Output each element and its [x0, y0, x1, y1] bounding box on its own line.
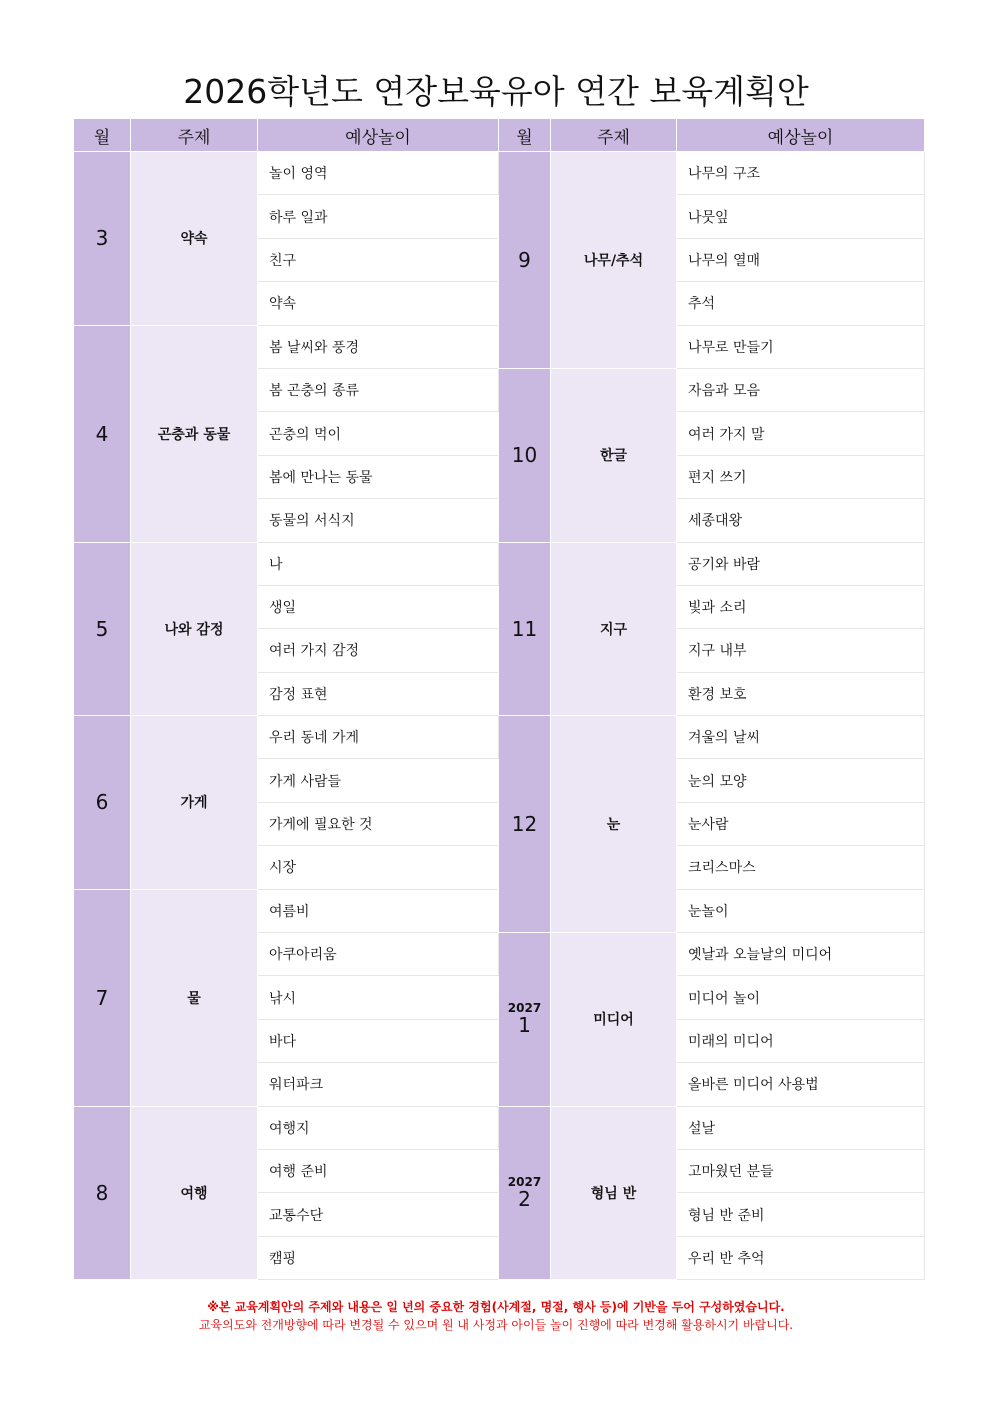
play-item: 동물의 서식지 — [258, 499, 499, 542]
month-cell — [499, 1106, 551, 1280]
table-row — [74, 542, 925, 585]
plan-table — [73, 118, 925, 1280]
play-item: 올바른 미디어 사용법 — [677, 1063, 925, 1106]
month-cell — [74, 716, 131, 890]
plan-table-body — [74, 152, 925, 1280]
table-row — [74, 1106, 925, 1149]
theme-cell: 가게 — [131, 716, 258, 890]
header-play: 예상놀이 — [677, 119, 925, 152]
month-label: 7 — [95, 985, 109, 1010]
play-item: 세종대왕 — [677, 499, 925, 542]
month-cell — [499, 152, 551, 369]
play-item: 공기와 바람 — [677, 542, 925, 585]
header-theme: 주제 — [131, 119, 258, 152]
year-label: 2027 — [507, 1001, 542, 1016]
play-item: 설날 — [677, 1106, 925, 1149]
month-label: 8 — [95, 1180, 109, 1205]
play-item: 바다 — [258, 1019, 499, 1062]
theme-cell: 나와 감정 — [131, 542, 258, 716]
play-item: 크리스마스 — [677, 846, 925, 889]
play-item: 여행 준비 — [258, 1149, 499, 1192]
month-label: 4 — [95, 421, 109, 446]
month-label: 2 — [518, 1186, 531, 1211]
play-item: 눈의 모양 — [677, 759, 925, 802]
month-label: 5 — [95, 616, 109, 641]
theme-cell: 여행 — [131, 1106, 258, 1280]
play-item: 아쿠아리움 — [258, 933, 499, 976]
play-item: 여러 가지 말 — [677, 412, 925, 455]
play-item: 눈사람 — [677, 802, 925, 845]
note-line-2: 교육의도와 전개방향에 따라 변경될 수 있으며 원 내 사정과 아이들 놀이 진행에 따라 변경해 활용하시기 바랍니다. — [198, 1318, 794, 1332]
play-item: 시장 — [258, 846, 499, 889]
month-label: 1 — [518, 1013, 531, 1038]
play-item: 캠핑 — [258, 1236, 499, 1279]
play-item: 겨울의 날씨 — [677, 716, 925, 759]
play-item: 봄에 만나는 동물 — [258, 455, 499, 498]
month-label: 10 — [511, 443, 538, 468]
month-cell — [499, 542, 551, 716]
header-month: 월 — [499, 119, 551, 152]
play-item: 친구 — [258, 238, 499, 281]
play-item: 하루 일과 — [258, 195, 499, 238]
play-item: 여름비 — [258, 889, 499, 932]
month-cell — [499, 933, 551, 1107]
play-item: 감정 표현 — [258, 672, 499, 715]
play-item: 우리 동네 가게 — [258, 716, 499, 759]
play-item: 봄 날씨와 풍경 — [258, 325, 499, 368]
play-item: 나 — [258, 542, 499, 585]
play-item: 미래의 미디어 — [677, 1019, 925, 1062]
play-item: 우리 반 추억 — [677, 1236, 925, 1279]
header-month: 월 — [74, 119, 131, 152]
play-item: 고마웠던 분들 — [677, 1149, 925, 1192]
month-cell — [74, 1106, 131, 1280]
play-item: 낚시 — [258, 976, 499, 1019]
play-item: 생일 — [258, 585, 499, 628]
theme-cell: 형님 반 — [551, 1106, 677, 1280]
theme-cell: 물 — [131, 889, 258, 1106]
play-item: 나무로 만들기 — [677, 325, 925, 368]
play-item: 형님 반 준비 — [677, 1193, 925, 1236]
play-item: 봄 곤충의 종류 — [258, 368, 499, 411]
page-title: 2026학년도 연장보육유아 연간 보육계획안 — [183, 72, 809, 111]
month-label: 9 — [518, 247, 531, 272]
play-item: 교통수단 — [258, 1193, 499, 1236]
play-item: 미디어 놀이 — [677, 976, 925, 1019]
theme-cell: 눈 — [551, 716, 677, 933]
play-item: 눈놀이 — [677, 889, 925, 932]
play-item: 추석 — [677, 282, 925, 325]
play-item: 놀이 영역 — [258, 152, 499, 195]
header-theme: 주제 — [551, 119, 677, 152]
play-item: 자음과 모음 — [677, 368, 925, 411]
header-play: 예상놀이 — [258, 119, 499, 152]
play-item: 나뭇잎 — [677, 195, 925, 238]
play-item: 환경 보호 — [677, 672, 925, 715]
year-label: 2027 — [507, 1174, 542, 1189]
month-cell — [499, 716, 551, 933]
play-item: 편지 쓰기 — [677, 455, 925, 498]
play-item: 가게 사람들 — [258, 759, 499, 802]
month-label: 3 — [95, 226, 109, 251]
theme-cell: 약속 — [131, 152, 258, 326]
note-line-1: ※본 교육계획안의 주제와 내용은 일 년의 중요한 경험(사계절, 명절, 행사 등)에 기반을 두어 구성하였습니다. — [207, 1300, 785, 1314]
month-label: 11 — [511, 616, 538, 641]
play-item: 가게에 필요한 것 — [258, 802, 499, 845]
month-cell — [74, 889, 131, 1106]
month-cell — [499, 368, 551, 542]
play-item: 여행지 — [258, 1106, 499, 1149]
play-item: 빛과 소리 — [677, 585, 925, 628]
play-item: 나무의 열매 — [677, 238, 925, 281]
play-item: 약속 — [258, 282, 499, 325]
play-item: 여러 가지 감정 — [258, 629, 499, 672]
table-row — [74, 152, 925, 195]
month-cell — [74, 325, 131, 542]
month-label: 6 — [95, 790, 109, 815]
theme-cell: 한글 — [551, 368, 677, 542]
play-item: 지구 내부 — [677, 629, 925, 672]
play-item: 나무의 구조 — [677, 152, 925, 195]
header-row — [74, 119, 925, 152]
play-item: 옛날과 오늘날의 미디어 — [677, 933, 925, 976]
table-row — [74, 716, 925, 759]
theme-cell: 지구 — [551, 542, 677, 716]
theme-cell: 곤충과 동물 — [131, 325, 258, 542]
theme-cell: 나무/추석 — [551, 152, 677, 369]
play-item: 워터파크 — [258, 1063, 499, 1106]
month-cell — [74, 542, 131, 716]
theme-cell: 미디어 — [551, 933, 677, 1107]
month-cell — [74, 152, 131, 326]
month-label: 12 — [511, 812, 538, 837]
play-item: 곤충의 먹이 — [258, 412, 499, 455]
